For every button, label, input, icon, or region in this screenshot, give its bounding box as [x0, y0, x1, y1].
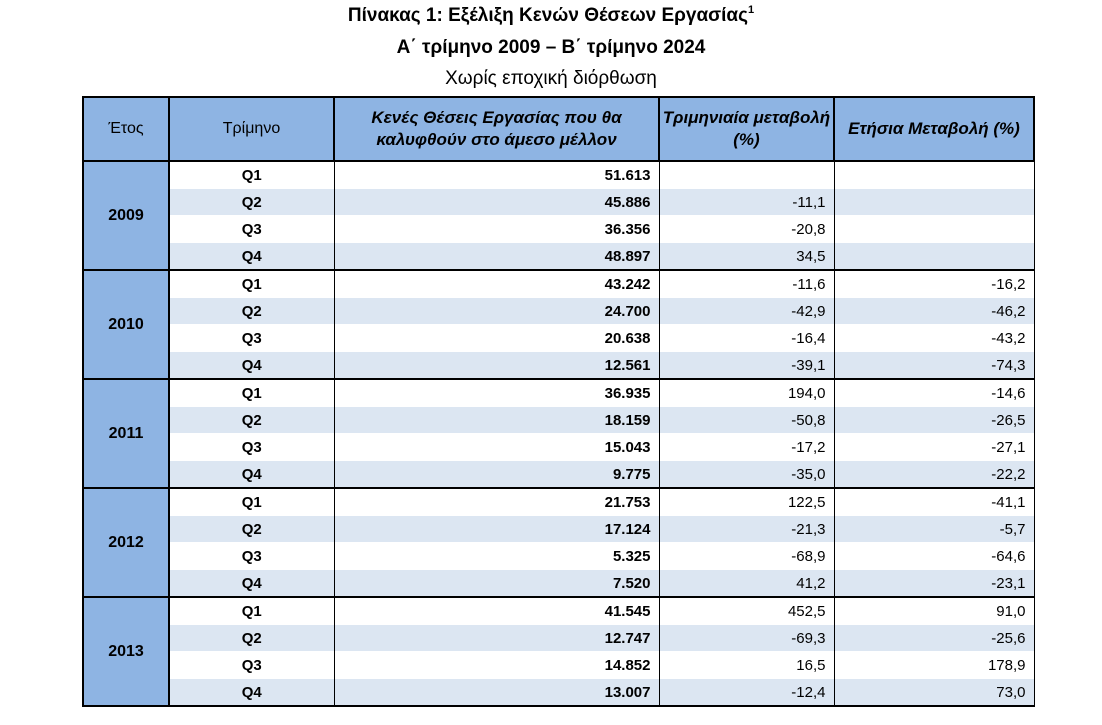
annual-change-cell: -16,2 [834, 270, 1034, 298]
vacancies-cell: 9.775 [334, 461, 659, 489]
col-header-vacancies: Κενές Θέσεις Εργασίας που θα καλυφθούν στο άμεσο μέλλον [334, 97, 659, 161]
annual-change-cell: -64,6 [834, 543, 1034, 570]
vacancies-cell: 36.356 [334, 216, 659, 243]
quarter-cell: Q4 [169, 679, 334, 707]
vacancies-cell: 14.852 [334, 652, 659, 679]
vacancies-cell: 20.638 [334, 325, 659, 352]
annual-change-cell [834, 243, 1034, 271]
vacancies-cell: 12.561 [334, 352, 659, 380]
quarterly-change-cell: -17,2 [659, 434, 834, 461]
table-row [83, 434, 1034, 461]
quarter-cell: Q2 [169, 189, 334, 216]
table-row [83, 407, 1034, 434]
table-row [83, 679, 1034, 707]
annual-change-cell: 178,9 [834, 652, 1034, 679]
vacancies-cell: 24.700 [334, 298, 659, 325]
quarterly-change-cell: -20,8 [659, 216, 834, 243]
vacancies-cell: 41.545 [334, 597, 659, 625]
quarter-cell: Q1 [169, 270, 334, 298]
annual-change-cell: 73,0 [834, 679, 1034, 707]
table-row [83, 270, 1034, 298]
table-row [83, 189, 1034, 216]
table-row [83, 597, 1034, 625]
quarterly-change-cell: -21,3 [659, 516, 834, 543]
table-subtitle: Χωρίς εποχική διόρθωση [445, 68, 657, 89]
quarter-cell: Q4 [169, 243, 334, 271]
table-body [83, 161, 1034, 706]
table-row [83, 543, 1034, 570]
vacancies-cell: 7.520 [334, 570, 659, 598]
annual-change-cell: -41,1 [834, 488, 1034, 516]
quarter-cell: Q2 [169, 625, 334, 652]
quarter-cell: Q3 [169, 325, 334, 352]
quarterly-change-cell: -16,4 [659, 325, 834, 352]
quarterly-change-cell: -42,9 [659, 298, 834, 325]
quarterly-change-cell: 122,5 [659, 488, 834, 516]
quarter-cell: Q1 [169, 379, 334, 407]
year-cell: 2010 [83, 270, 169, 379]
vacancies-cell: 51.613 [334, 161, 659, 189]
year-cell: 2012 [83, 488, 169, 597]
table-row [83, 379, 1034, 407]
quarterly-change-cell: -35,0 [659, 461, 834, 489]
annual-change-cell: -25,6 [834, 625, 1034, 652]
quarter-cell: Q1 [169, 161, 334, 189]
vacancies-cell: 21.753 [334, 488, 659, 516]
col-header-quarter: Τρίμηνο [169, 97, 334, 161]
annual-change-cell: -23,1 [834, 570, 1034, 598]
col-header-annual-change: Ετήσια Μεταβολή (%) [834, 97, 1034, 161]
quarter-cell: Q1 [169, 488, 334, 516]
quarterly-change-cell: -69,3 [659, 625, 834, 652]
table-row [83, 652, 1034, 679]
quarter-cell: Q3 [169, 434, 334, 461]
quarter-cell: Q3 [169, 652, 334, 679]
quarterly-change-cell: 16,5 [659, 652, 834, 679]
table-row [83, 625, 1034, 652]
table-period: Α΄ τρίμηνο 2009 – Β΄ τρίμηνο 2024 [396, 37, 706, 58]
year-cell: 2011 [83, 379, 169, 488]
annual-change-cell: -46,2 [834, 298, 1034, 325]
quarter-cell: Q4 [169, 352, 334, 380]
annual-change-cell: -14,6 [834, 379, 1034, 407]
table-row [83, 516, 1034, 543]
table-row [83, 161, 1034, 189]
quarterly-change-cell: 194,0 [659, 379, 834, 407]
vacancies-cell: 5.325 [334, 543, 659, 570]
quarterly-change-cell: -39,1 [659, 352, 834, 380]
table-row [83, 488, 1034, 516]
annual-change-cell: -5,7 [834, 516, 1034, 543]
vacancies-cell: 36.935 [334, 379, 659, 407]
table-row [83, 298, 1034, 325]
year-cell: 2009 [83, 161, 169, 270]
table-row [83, 352, 1034, 380]
table-header-row [83, 97, 1034, 161]
annual-change-cell [834, 161, 1034, 189]
vacancies-table [82, 96, 1035, 707]
table-title [0, 4, 1102, 28]
quarterly-change-cell: -12,4 [659, 679, 834, 707]
quarter-cell: Q3 [169, 216, 334, 243]
footnote-mark: 1 [747, 4, 755, 16]
vacancies-cell: 13.007 [334, 679, 659, 707]
vacancies-cell: 12.747 [334, 625, 659, 652]
quarterly-change-cell: -50,8 [659, 407, 834, 434]
year-cell: 2013 [83, 597, 169, 706]
table-title-text: Πίνακας 1: Εξέλιξη Κενών Θέσεων Εργασίας [347, 5, 748, 26]
vacancies-cell: 17.124 [334, 516, 659, 543]
annual-change-cell: -74,3 [834, 352, 1034, 380]
quarterly-change-cell: 41,2 [659, 570, 834, 598]
vacancies-cell: 15.043 [334, 434, 659, 461]
quarterly-change-cell: -68,9 [659, 543, 834, 570]
quarter-cell: Q1 [169, 597, 334, 625]
quarterly-change-cell: -11,6 [659, 270, 834, 298]
table-row [83, 570, 1034, 598]
table-row [83, 325, 1034, 352]
quarter-cell: Q4 [169, 461, 334, 489]
quarterly-change-cell [659, 161, 834, 189]
table-row [83, 216, 1034, 243]
quarterly-change-cell: 34,5 [659, 243, 834, 271]
vacancies-cell: 45.886 [334, 189, 659, 216]
col-header-year: Έτος [83, 97, 169, 161]
annual-change-cell [834, 189, 1034, 216]
quarter-cell: Q2 [169, 407, 334, 434]
vacancies-cell: 48.897 [334, 243, 659, 271]
annual-change-cell: 91,0 [834, 597, 1034, 625]
annual-change-cell: -22,2 [834, 461, 1034, 489]
vacancies-cell: 43.242 [334, 270, 659, 298]
col-header-quarterly-change: Τριμηνιαία μεταβολή (%) [659, 97, 834, 161]
annual-change-cell [834, 216, 1034, 243]
quarter-cell: Q3 [169, 543, 334, 570]
annual-change-cell: -43,2 [834, 325, 1034, 352]
table-row [83, 461, 1034, 489]
quarterly-change-cell: 452,5 [659, 597, 834, 625]
quarter-cell: Q2 [169, 516, 334, 543]
table-row [83, 243, 1034, 271]
vacancies-cell: 18.159 [334, 407, 659, 434]
quarter-cell: Q2 [169, 298, 334, 325]
annual-change-cell: -26,5 [834, 407, 1034, 434]
quarterly-change-cell: -11,1 [659, 189, 834, 216]
annual-change-cell: -27,1 [834, 434, 1034, 461]
quarter-cell: Q4 [169, 570, 334, 598]
